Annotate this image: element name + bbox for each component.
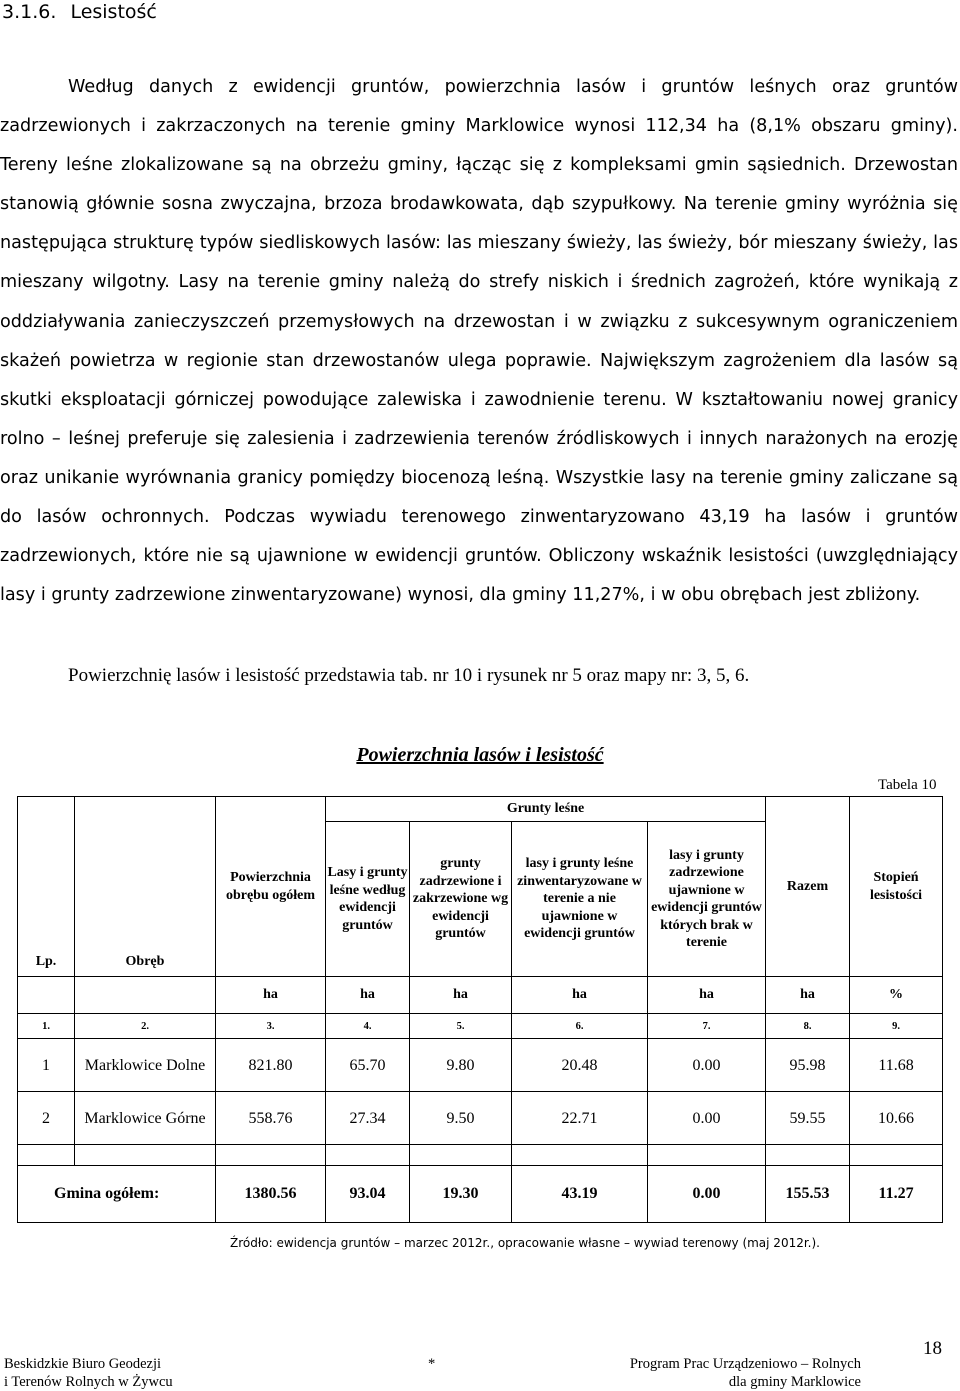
footer-left-line1: Beskidzkie Biuro Geodezji [4, 1356, 162, 1372]
footer-left [4, 1355, 173, 1391]
column-numbers-row [18, 1014, 943, 1039]
units-cell: ha [410, 977, 512, 1014]
spacer-cell [410, 1145, 512, 1166]
header-row-group [18, 797, 943, 822]
column-number: 8. [766, 1014, 850, 1039]
row-value: 11.68 [850, 1039, 943, 1092]
spacer-cell [648, 1145, 766, 1166]
header-grunty-lesne: Grunty leśne [326, 797, 766, 822]
header-zinwentaryzowane: lasy i grunty leśne zinwentaryzowane w terenie a nie ujawnione w ewidencji gruntów [512, 822, 648, 977]
spacer-cell [766, 1145, 850, 1166]
page-number: 18 [923, 1338, 942, 1359]
footer-left-line2: i Terenów Rolnych w Żywcu [4, 1374, 173, 1390]
row-value: 821.80 [216, 1039, 326, 1092]
header-lp: Lp. [18, 797, 75, 977]
table-row [18, 1092, 943, 1145]
header-brak-w-terenie: lasy i grunty zadrzewione ujawnione w ewidencji gruntów których brak w terenie [648, 822, 766, 977]
units-cell: % [850, 977, 943, 1014]
total-row [18, 1166, 943, 1223]
column-number: 3. [216, 1014, 326, 1039]
row-value: 9.50 [410, 1092, 512, 1145]
header-lesistosc: Stopień lesistości [850, 797, 943, 977]
row-lp: 1 [18, 1039, 75, 1092]
units-cell: ha [766, 977, 850, 1014]
row-value: 27.34 [326, 1092, 410, 1145]
column-number: 9. [850, 1014, 943, 1039]
table-row [18, 1039, 943, 1092]
row-value: 9.80 [410, 1039, 512, 1092]
row-value: 59.55 [766, 1092, 850, 1145]
spacer-cell [850, 1145, 943, 1166]
table-source-note: Źródło: ewidencja gruntów – marzec 2012r., opracowanie własne – wywiad terenowy (maj 2012r.). [230, 1236, 820, 1250]
total-value: 19.30 [410, 1166, 512, 1223]
column-number: 2. [75, 1014, 216, 1039]
header-obreb: Obręb [75, 797, 216, 977]
total-label: Gmina ogółem: [18, 1166, 216, 1223]
spacer-row [18, 1145, 943, 1166]
column-number: 7. [648, 1014, 766, 1039]
footer-right-line1: Program Prac Urządzeniowo – Rolnych [629, 1356, 861, 1372]
row-value: 22.71 [512, 1092, 648, 1145]
total-value: 1380.56 [216, 1166, 326, 1223]
spacer-cell [216, 1145, 326, 1166]
total-value: 93.04 [326, 1166, 410, 1223]
row-value: 558.76 [216, 1092, 326, 1145]
section-title: Lesistość [70, 1, 157, 23]
section-number: 3.1.6. [2, 1, 57, 23]
row-value: 0.00 [648, 1092, 766, 1145]
footer-right [618, 1355, 861, 1391]
total-value: 155.53 [766, 1166, 850, 1223]
row-value: 65.70 [326, 1039, 410, 1092]
column-number: 6. [512, 1014, 648, 1039]
footer-middle: * [428, 1356, 436, 1372]
header-lasy-ewidencja: Lasy i grunty leśne według ewidencji gruntów [326, 822, 410, 977]
row-obreb: Marklowice Dolne [75, 1039, 216, 1092]
units-cell: ha [512, 977, 648, 1014]
body-paragraph: Według danych z ewidencji gruntów, powierzchnia lasów i gruntów leśnych oraz gruntów zadrzewionych i zakrzaczonych na terenie gminy Marklowice wynosi 112,34 ha (8,1% obszaru gminy). Tereny leśne zlokalizowane są na obrzeżu gminy, łącząc się z kompleksami gmin sąsiednich. Drzewostan stanowią głównie sosna zwyczajna, brzoza brodawkowata, dąb szypułkowy. Na terenie gminy wyróżnia się następująca strukturę typów siedliskowych lasów: las mieszany świeży, las świeży, bór mieszany świeży, las mieszany wilgotny. Lasy na terenie gminy należą do strefy niskich i średnich zagrożeń, które wynikają z oddziaływania zanieczyszczeń przemysłowych na drzewostan i w związku z sukcesywnym ograniczeniem skażeń powietrza w regionie stan drzewostanów ulega poprawie. Największym zagrożeniem dla lasów są skutki eksploatacji górniczej powodujące zalewiska i zawodnienie terenu. W kształtowaniu nowej granicy rolno – leśnej preferuje się zalesienia i zadrzewienia terenów źródliskowych i innych narażonych na erozję oraz unikanie wyrównania granicy pomiędzy biocenozą leśną. Wszystkie lasy na terenie gminy zaliczane są do lasów ochronnych. Podczas wywiadu terenowego zinwentaryzowano 43,19 ha lasów i gruntów zadrzewionych, które nie są ujawnione w ewidencji gruntów. Obliczony wskaźnik lesistości (uwzględniający lasy i grunty zadrzewione zinwentaryzowane) wynosi, dla gminy 11,27%, i w obu obrębach jest zbliżony. [0, 77, 958, 606]
row-lp: 2 [18, 1092, 75, 1145]
footer-right-line2: dla gminy Marklowice [728, 1374, 861, 1390]
spacer-cell [326, 1145, 410, 1166]
units-cell [75, 977, 216, 1014]
row-obreb: Marklowice Górne [75, 1092, 216, 1145]
forest-area-table [17, 796, 943, 1223]
units-cell: ha [326, 977, 410, 1014]
total-value: 11.27 [850, 1166, 943, 1223]
row-value: 95.98 [766, 1039, 850, 1092]
units-cell [18, 977, 75, 1014]
spacer-cell [512, 1145, 648, 1166]
section-heading [2, 0, 157, 24]
column-number: 1. [18, 1014, 75, 1039]
column-number: 5. [410, 1014, 512, 1039]
header-powierzchnia: Powierzchnia obrębu ogółem [216, 797, 326, 977]
total-value: 43.19 [512, 1166, 648, 1223]
units-cell: ha [648, 977, 766, 1014]
units-cell: ha [216, 977, 326, 1014]
header-razem: Razem [766, 797, 850, 977]
reference-paragraph: Powierzchnię lasów i lesistość przedstawia tab. nr 10 i rysunek nr 5 oraz mapy nr: 3, 5, 6. [68, 665, 750, 686]
table-title: Powierzchnia lasów i lesistość [356, 744, 604, 766]
header-zadrzewione: grunty zadrzewione i zakrzewione wg ewidencji gruntów [410, 822, 512, 977]
column-number: 4. [326, 1014, 410, 1039]
row-value: 0.00 [648, 1039, 766, 1092]
table-label: Tabela 10 [878, 777, 937, 793]
units-row [18, 977, 943, 1014]
row-value: 10.66 [850, 1092, 943, 1145]
total-value: 0.00 [648, 1166, 766, 1223]
spacer-cell [75, 1145, 216, 1166]
row-value: 20.48 [512, 1039, 648, 1092]
spacer-cell [18, 1145, 75, 1166]
